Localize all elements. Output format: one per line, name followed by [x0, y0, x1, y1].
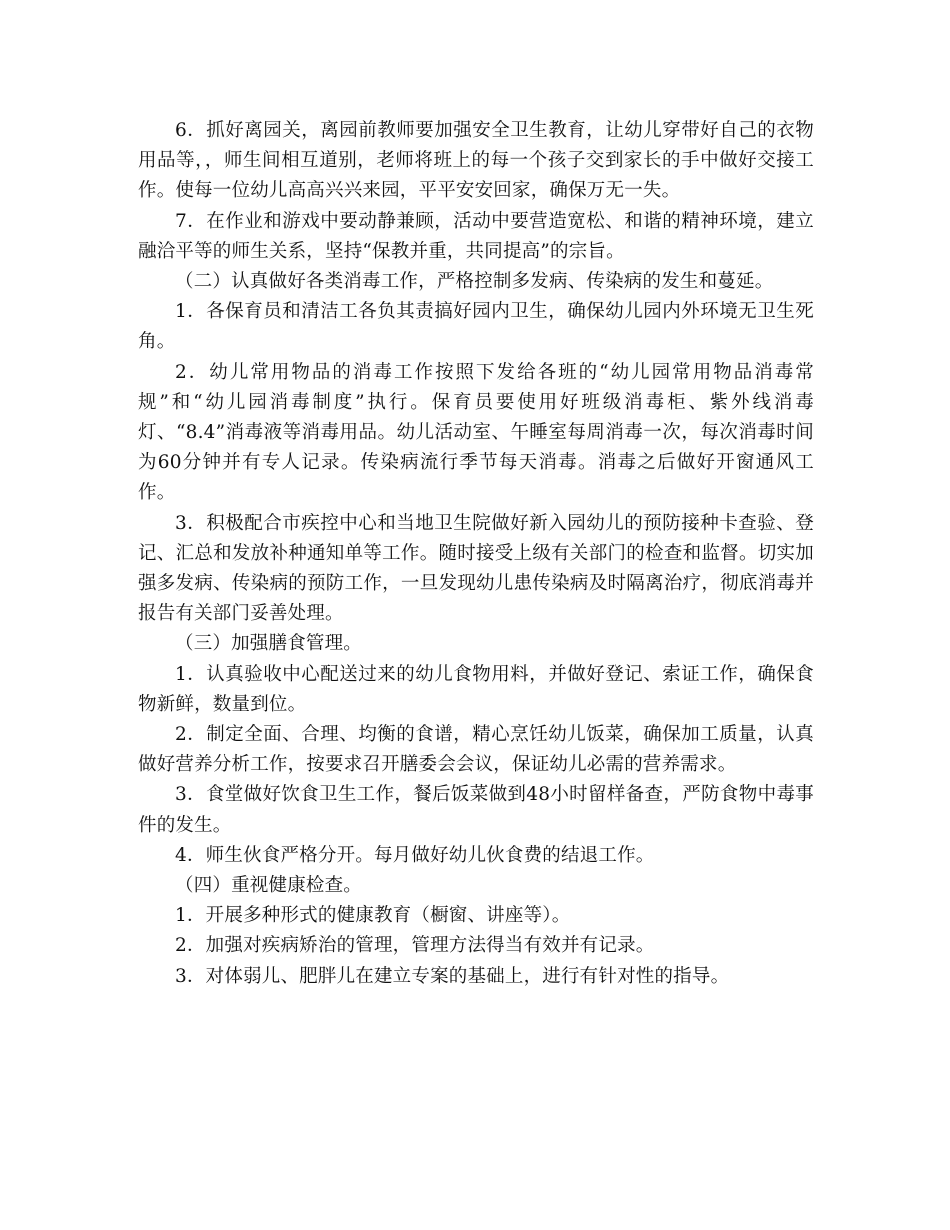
paragraph-meals-4: 4．师生伙食严格分开。每月做好幼儿伙食费的结退工作。: [175, 844, 655, 866]
paragraph-health-3: 3．对体弱儿、肥胖儿在建立专案的基础上，进行有针对性的指导。: [175, 965, 730, 987]
paragraph-meals-3: 3．食堂做好饮食卫生工作，餐后饭菜做到48小时留样备查，严防食物中毒事件的发生。: [138, 784, 814, 836]
paragraph-disinfection-3: 3．积极配合市疾控中心和当地卫生院做好新入园幼儿的预防接种卡查验、登记、汇总和发放补种通知单等工作。随时接受上级有关部门的检查和监督。切实加强多发病、传染病的预防工作，一旦发现幼儿患传染病及时隔离治疗，彻底消毒并报告有关部门妥善处理。: [138, 512, 814, 625]
section-heading-disinfection: （二）认真做好各类消毒工作，严格控制多发病、传染病的发生和蔓延。: [175, 271, 774, 293]
paragraph-item-7-activities: 7．在作业和游戏中要动静兼顾，活动中要营造宽松、和谐的精神环境，建立融洽平等的师生关系，坚持“保教并重，共同提高”的宗旨。: [138, 210, 814, 262]
paragraph-item-6-departure: 6．抓好离园关，离园前教师要加强安全卫生教育，让幼儿穿带好自己的衣物用品等，，师生间相互道别，老师将班上的每一个孩子交到家长的手中做好交接工作。使每一位幼儿高高兴兴来园，平平安安回家，确保万无一失。: [138, 120, 814, 202]
paragraph-health-2: 2．加强对疾病矫治的管理，管理方法得当有效并有记录。: [175, 935, 655, 957]
paragraph-disinfection-1: 1．各保育员和清洁工各负其责搞好园内卫生，确保幼儿园内外环境无卫生死角。: [138, 301, 814, 353]
section-heading-health-check: （四）重视健康检查。: [175, 875, 363, 897]
paragraph-disinfection-2: 2．幼儿常用物品的消毒工作按照下发给各班的“幼儿园常用物品消毒常规”和“幼儿园消毒制度”执行。保育员要使用好班级消毒柜、紫外线消毒灯、“8.4”消毒液等消毒用品。幼儿活动室、午睡室每周消毒一次，每次消毒时间为60分钟并有专人记录。传染病流行季节每天消毒。消毒之后做好开窗通风工作。: [138, 361, 814, 504]
paragraph-meals-1: 1．认真验收中心配送过来的幼儿食物用料，并做好登记、索证工作，确保食物新鲜，数量到位。: [138, 663, 814, 715]
paragraph-health-1: 1．开展多种形式的健康教育（橱窗、讲座等）。: [175, 905, 571, 927]
document-body: [138, 116, 814, 992]
paragraph-meals-2: 2．制定全面、合理、均衡的食谱，精心烹饪幼儿饭菜，确保加工质量，认真做好营养分析工作，按要求召开膳委会会议，保证幼儿必需的营养需求。: [138, 724, 814, 776]
section-heading-meals: （三）加强膳食管理。: [175, 633, 363, 655]
